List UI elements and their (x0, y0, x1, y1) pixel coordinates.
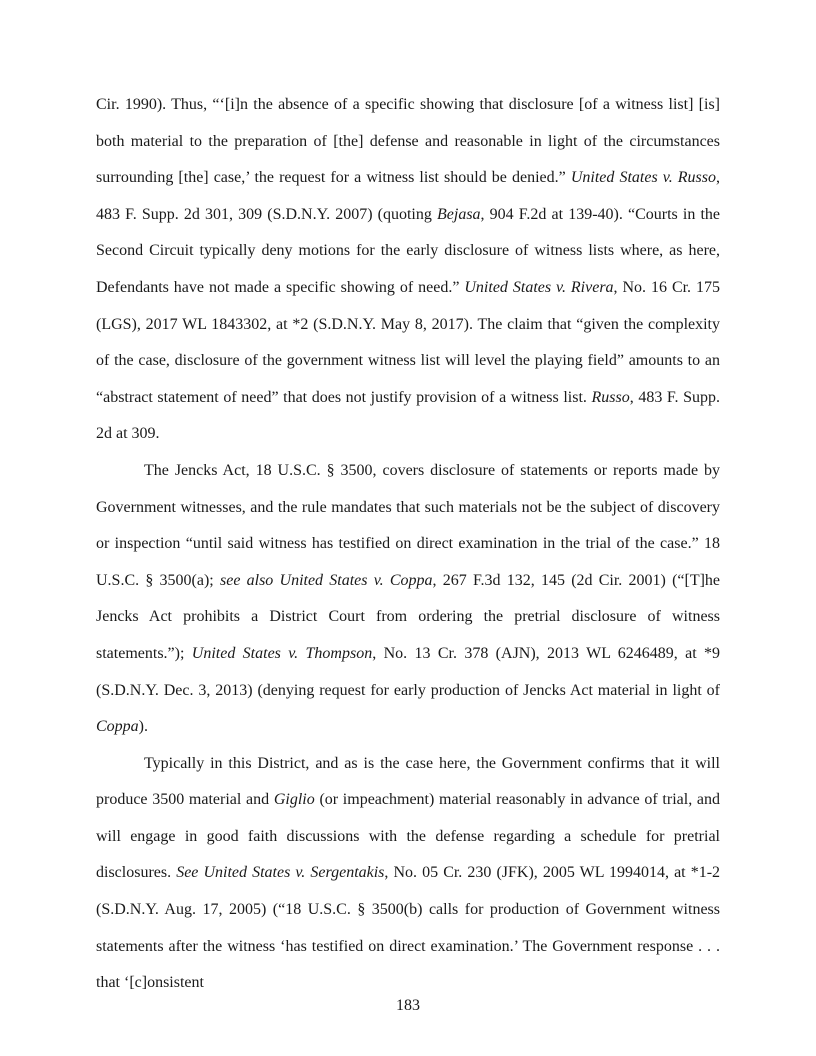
text-run: The Jencks Act, 18 U.S.C. § 3500, covers disclosure of statements or reports made by Government witnesses, and the rule mandates that such materials not be the subject of discovery or inspection “until said witness has testified on direct examination in the trial of the case.” 18 U.S.C. § 3500(a); (96, 461, 720, 589)
citation-italic: United States v. Rivera (464, 278, 614, 296)
text-run: , No. 16 Cr. 175 (LGS), 2017 WL 1843302, at *2 (S.D.N.Y. May 8, 2017). The claim that “given the complexity of the case, disclosure of the government witness list will level the playing field” amounts to an “abstract statement of need” that does not justify provision of a witness list. (96, 278, 720, 406)
text-run: , 483 F. Supp. 2d 301, 309 (S.D.N.Y. 2007) (quoting (96, 169, 721, 223)
text-run: Cir. 1990). Thus, “‘[i]n the absence of a specific showing that disclosure [of a witness list] [is] both material to the preparation of [the] defense and reasonable in light of the circumstances surrounding [the] case,’ the request for a witness list should be denied.” (96, 96, 720, 187)
text-run: , 267 F.3d 132, 145 (2d Cir. 2001) (“[T]he Jencks Act prohibits a District Court from ordering the pretrial disclosure of witness statements.”); (96, 571, 721, 662)
citation-italic: Russo (591, 388, 630, 406)
citation-italic: Giglio (273, 791, 315, 809)
text-run: , No. 13 Cr. 378 (AJN), 2013 WL 6246489, at *9 (S.D.N.Y. Dec. 3, 2013) (denying request for early production of Jencks Act material in light of (96, 644, 721, 699)
citation-italic: Bejasa (437, 205, 481, 223)
citation-italic: United States v. Russo (570, 169, 717, 187)
paragraph-1 (96, 87, 720, 453)
paragraph-3 (96, 746, 720, 1002)
citation-italic: see also United States v. Coppa (219, 571, 433, 589)
page-number: 183 (396, 997, 420, 1014)
text-run: , 904 F.2d at 139-40). “Courts in the Second Circuit typically deny motions for the early disclosure of witness lists where, as here, Defendants have not made a specific showing of need.” (96, 205, 720, 296)
text-run: , 483 F. Supp. 2d at 309. (96, 388, 721, 443)
text-run: ). (138, 718, 148, 736)
document-body (96, 87, 720, 1002)
citation-italic: Coppa (96, 718, 139, 736)
paragraph-2 (96, 453, 720, 746)
text-run: Typically in this District, and as is the case here, the Government confirms that it will produce 3500 material and (96, 754, 720, 809)
text-run: , No. 05 Cr. 230 (JFK), 2005 WL 1994014, at *1-2 (S.D.N.Y. Aug. 17, 2005) (“18 U.S.C. § 3500(b) calls for production of Government witness statements after the witness ‘has testified on direct examination.’ The Government response . . . that ‘[c]onsistent (96, 864, 721, 992)
citation-italic: See United States v. Sergentakis (176, 864, 385, 882)
text-run: (or impeachment) material reasonably in advance of trial, and will engage in good faith discussions with the defense regarding a schedule for pretrial disclosures. (96, 791, 721, 882)
citation-italic: United States v. Thompson (191, 644, 373, 662)
